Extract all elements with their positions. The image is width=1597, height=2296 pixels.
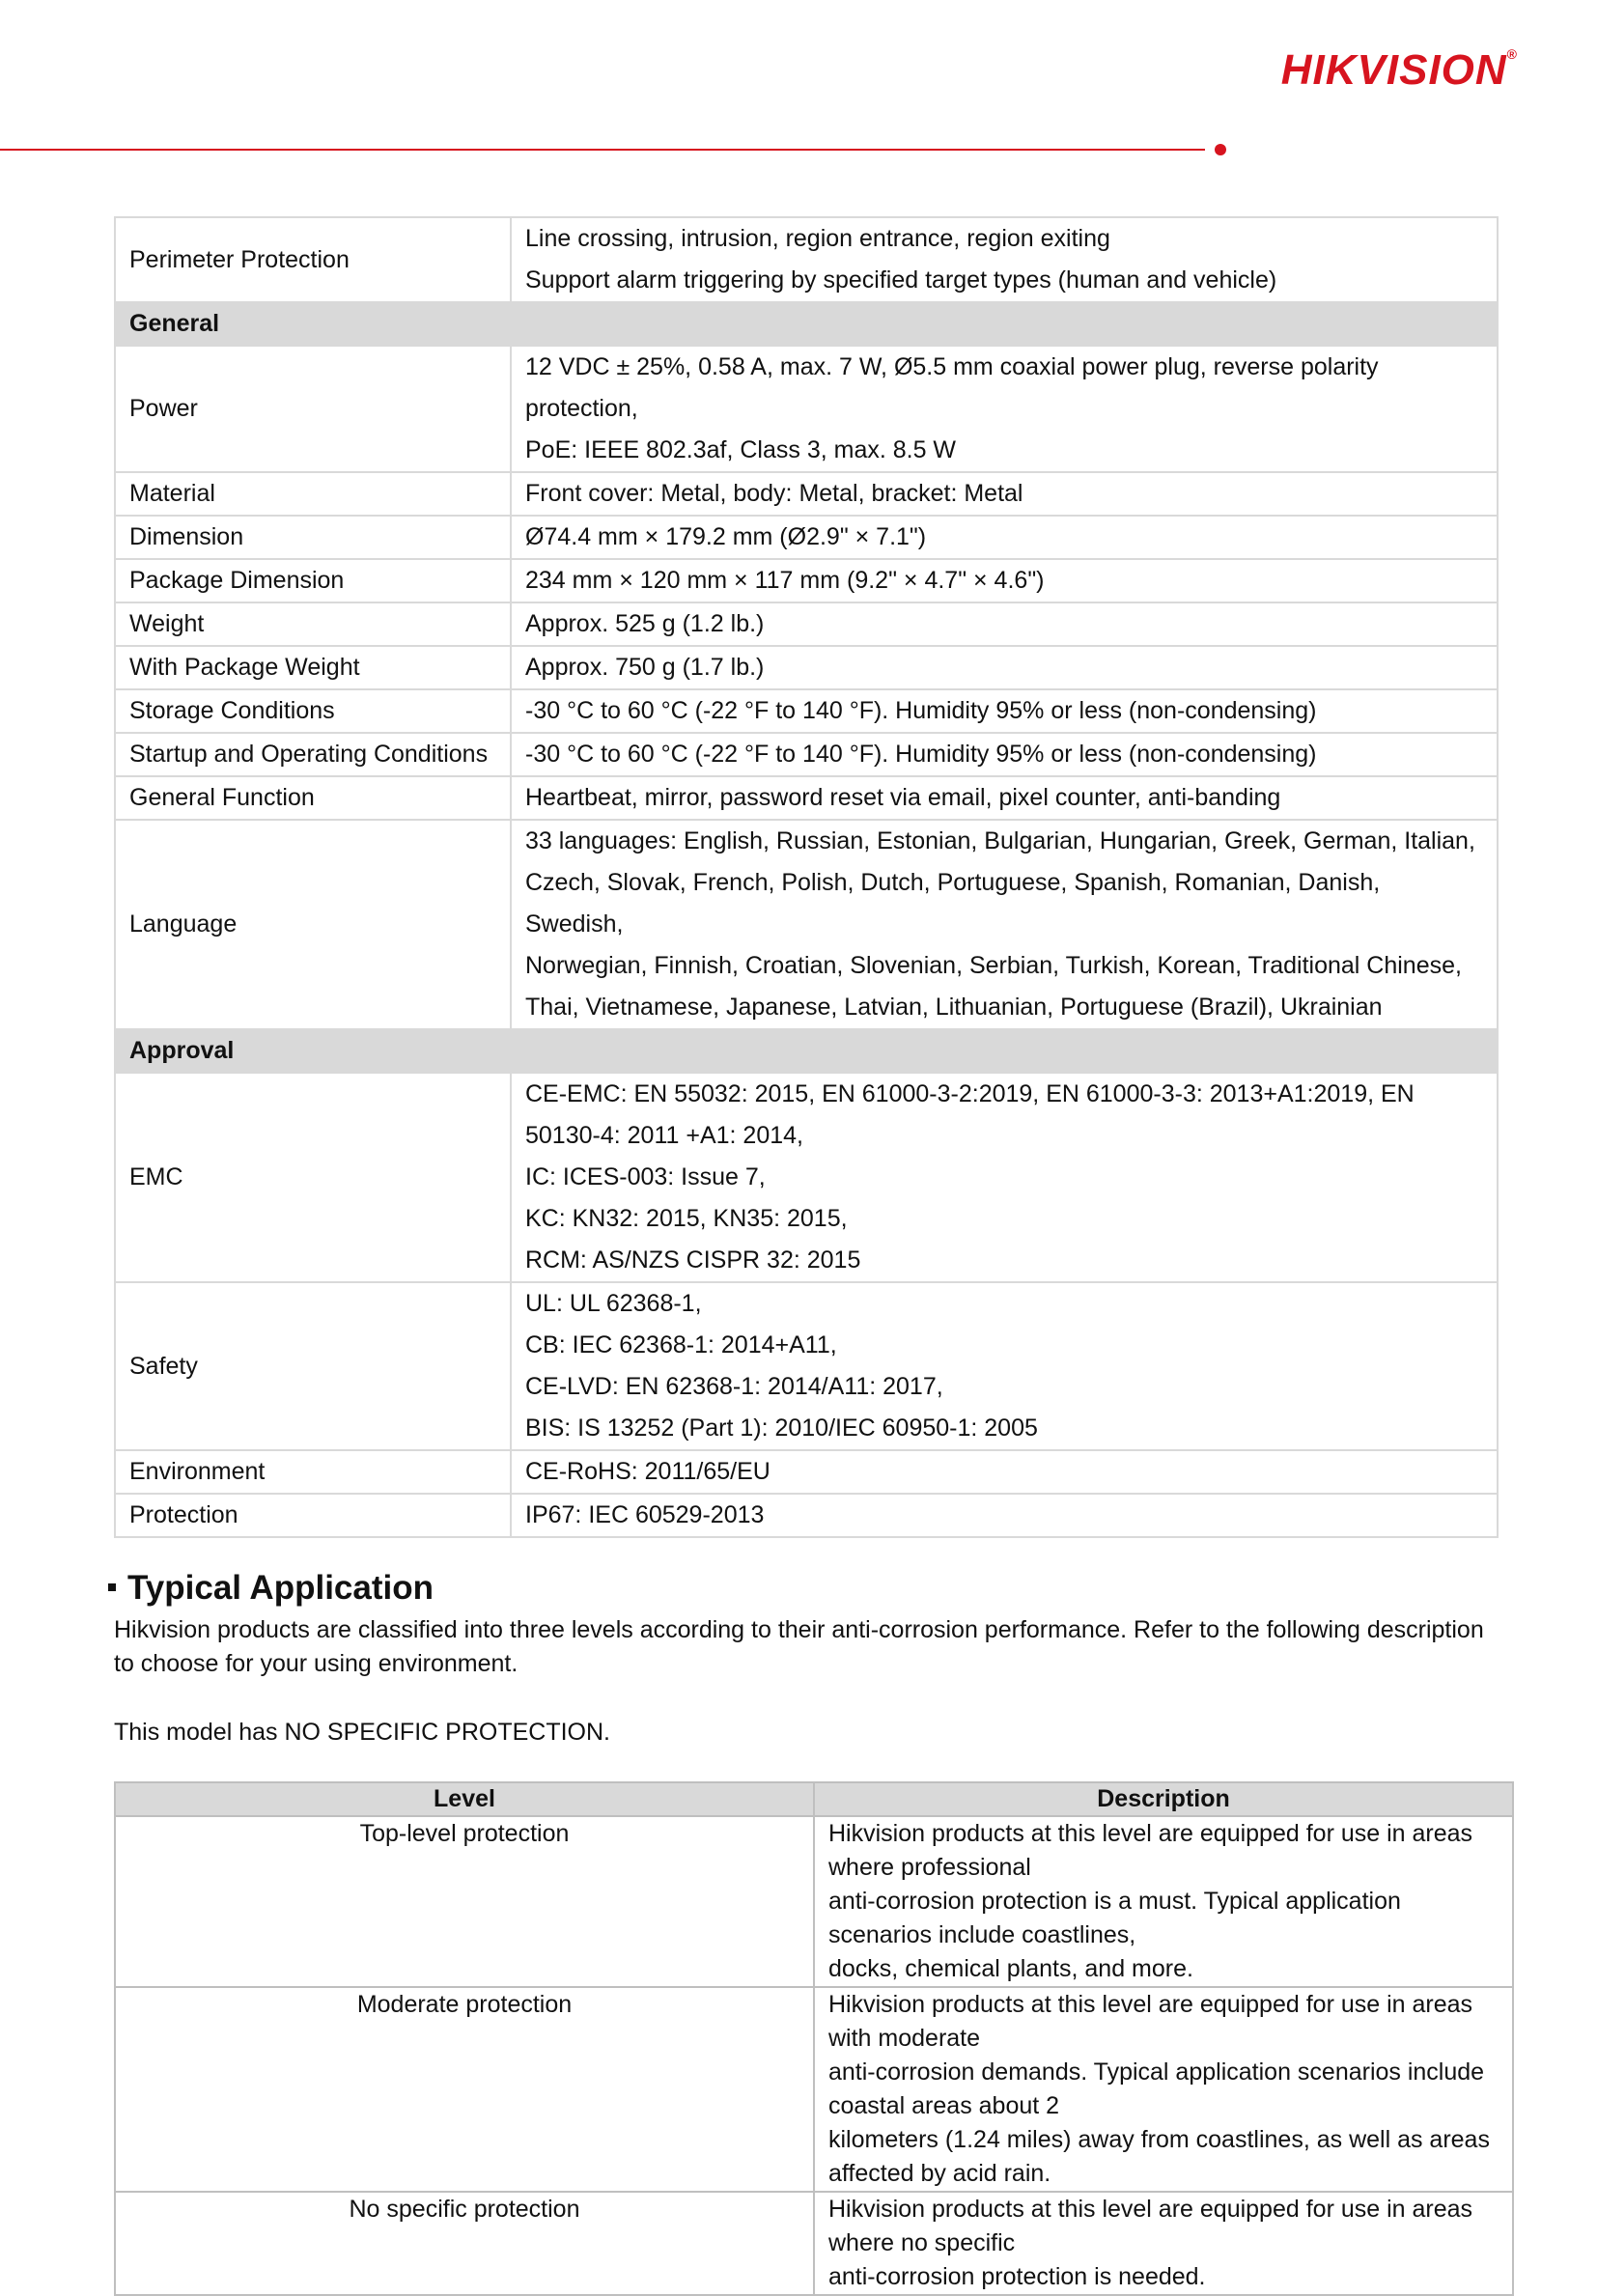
levels-header-row — [115, 1782, 1513, 1816]
spec-label: Startup and Operating Conditions — [115, 733, 511, 776]
level-description-line: kilometers (1.24 miles) away from coastlines, as well as areas affected by acid rain. — [828, 2126, 1490, 2187]
level-row — [115, 1987, 1513, 2192]
spec-label: Safety — [115, 1282, 511, 1450]
spec-label: Storage Conditions — [115, 689, 511, 733]
header-divider — [0, 149, 1205, 151]
spec-value — [511, 346, 1498, 472]
spec-value — [511, 776, 1498, 820]
spec-row — [115, 820, 1498, 1029]
spec-value — [511, 1073, 1498, 1282]
spec-value — [511, 689, 1498, 733]
spec-value — [511, 1494, 1498, 1537]
spec-label: Environment — [115, 1450, 511, 1494]
spec-value-line: Heartbeat, mirror, password reset via email, pixel counter, anti-banding — [525, 784, 1281, 811]
spec-row — [115, 1494, 1498, 1537]
spec-section-label: Approval — [115, 1029, 1498, 1073]
spec-value-line: Approx. 525 g (1.2 lb.) — [525, 610, 765, 637]
spec-row — [115, 217, 1498, 302]
model-protection-note: This model has NO SPECIFIC PROTECTION. — [114, 1719, 610, 1746]
spec-value — [511, 602, 1498, 646]
spec-value-line: -30 °C to 60 °C (-22 °F to 140 °F). Humidity 95% or less (non-condensing) — [525, 697, 1317, 724]
spec-value-line: 12 VDC ± 25%, 0.58 A, max. 7 W, Ø5.5 mm coaxial power plug, reverse polarity — [525, 353, 1379, 380]
spec-value — [511, 820, 1498, 1029]
spec-value-line: IP67: IEC 60529-2013 — [525, 1501, 765, 1528]
level-description-line: Hikvision products at this level are equipped for use in areas where no specific — [828, 2196, 1473, 2256]
spec-value-line: Approx. 750 g (1.7 lb.) — [525, 654, 765, 681]
level-name: No specific protection — [115, 2192, 814, 2295]
spec-value-line: UL: UL 62368-1, — [525, 1290, 702, 1317]
levels-header-level: Level — [115, 1782, 814, 1816]
spec-row — [115, 689, 1498, 733]
spec-label: Language — [115, 820, 511, 1029]
spec-value — [511, 472, 1498, 516]
spec-value — [511, 217, 1498, 302]
spec-label: Protection — [115, 1494, 511, 1537]
spec-value-line: -30 °C to 60 °C (-22 °F to 140 °F). Humidity 95% or less (non-condensing) — [525, 741, 1317, 768]
level-name: Moderate protection — [115, 1987, 814, 2192]
spec-label: Material — [115, 472, 511, 516]
spec-value-line: Front cover: Metal, body: Metal, bracket: Metal — [525, 480, 1023, 507]
level-row — [115, 1816, 1513, 1987]
spec-value-line: Line crossing, intrusion, region entrance, region exiting — [525, 225, 1110, 252]
spec-table — [114, 216, 1499, 1538]
spec-label: Package Dimension — [115, 559, 511, 602]
spec-row — [115, 346, 1498, 472]
spec-row — [115, 1073, 1498, 1282]
header-divider-dot — [1215, 144, 1226, 155]
spec-label: With Package Weight — [115, 646, 511, 689]
spec-label: Perimeter Protection — [115, 217, 511, 302]
spec-value-line: Norwegian, Finnish, Croatian, Slovenian, Serbian, Turkish, Korean, Traditional Chinese, — [525, 952, 1462, 979]
spec-row — [115, 646, 1498, 689]
spec-value-line: CE-RoHS: 2011/65/EU — [525, 1458, 770, 1485]
spec-value — [511, 1450, 1498, 1494]
spec-value-line: RCM: AS/NZS CISPR 32: 2015 — [525, 1246, 861, 1274]
typical-application-title: Typical Application — [127, 1569, 434, 1607]
spec-row — [115, 776, 1498, 820]
spec-value — [511, 516, 1498, 559]
level-description — [814, 2192, 1513, 2295]
level-description-line: anti-corrosion demands. Typical application scenarios include coastal areas about 2 — [828, 2058, 1485, 2119]
brand-logo-text: HIKVISION — [1280, 46, 1507, 94]
spec-value-line: 33 languages: English, Russian, Estonian, Bulgarian, Hungarian, Greek, German, Italian, — [525, 827, 1475, 854]
spec-value-line: Ø74.4 mm × 179.2 mm (Ø2.9" × 7.1") — [525, 523, 927, 550]
spec-value-line: CB: IEC 62368-1: 2014+A11, — [525, 1331, 837, 1358]
spec-row — [115, 602, 1498, 646]
spec-value — [511, 733, 1498, 776]
level-name: Top-level protection — [115, 1816, 814, 1987]
spec-row — [115, 559, 1498, 602]
spec-value-line: KC: KN32: 2015, KN35: 2015, — [525, 1205, 848, 1232]
spec-section-label: General — [115, 302, 1498, 346]
spec-table-body — [115, 217, 1498, 1537]
spec-value-line: Czech, Slovak, French, Polish, Dutch, Portuguese, Spanish, Romanian, Danish, Swedish, — [525, 869, 1381, 938]
spec-value-line: PoE: IEEE 802.3af, Class 3, max. 8.5 W — [525, 436, 957, 463]
level-description-line: anti-corrosion protection is needed. — [828, 2263, 1206, 2290]
spec-row — [115, 472, 1498, 516]
spec-value-line: CE-EMC: EN 55032: 2015, EN 61000-3-2:2019, EN 61000-3-3: 2013+A1:2019, EN — [525, 1080, 1415, 1107]
spec-value-line: Thai, Vietnamese, Japanese, Latvian, Lithuanian, Portuguese (Brazil), Ukrainian — [525, 994, 1383, 1021]
level-description-line: Hikvision products at this level are equipped for use in areas where professional — [828, 1820, 1473, 1881]
level-description-line: Hikvision products at this level are equipped for use in areas with moderate — [828, 1991, 1473, 2052]
spec-value-line: protection, — [525, 395, 638, 422]
spec-value — [511, 559, 1498, 602]
spec-value-line: BIS: IS 13252 (Part 1): 2010/IEC 60950-1: 2005 — [525, 1414, 1038, 1442]
level-description — [814, 1987, 1513, 2192]
brand-logo — [1281, 46, 1518, 95]
typical-application-intro: Hikvision products are classified into three levels according to their anti-corrosion performance. Refer to the following description to choose for your using environment. — [114, 1616, 1484, 1677]
spec-value-line: IC: ICES-003: Issue 7, — [525, 1163, 766, 1190]
spec-row — [115, 1450, 1498, 1494]
levels-table-body — [115, 1816, 1513, 2295]
level-description-line: anti-corrosion protection is a must. Typical application scenarios include coastlines, — [828, 1888, 1401, 1948]
spec-label: Dimension — [115, 516, 511, 559]
spec-row — [115, 733, 1498, 776]
bullet-icon — [108, 1583, 116, 1591]
typical-application-heading — [108, 1569, 434, 1608]
spec-value-line: Support alarm triggering by specified target types (human and vehicle) — [525, 266, 1277, 294]
level-row — [115, 2192, 1513, 2295]
spec-value-line: 234 mm × 120 mm × 117 mm (9.2" × 4.7" × 4.6") — [525, 567, 1045, 594]
spec-label: Weight — [115, 602, 511, 646]
spec-label: Power — [115, 346, 511, 472]
registered-mark: ® — [1506, 46, 1518, 62]
level-description-line: docks, chemical plants, and more. — [828, 1955, 1193, 1982]
spec-row — [115, 516, 1498, 559]
spec-value-line: CE-LVD: EN 62368-1: 2014/A11: 2017, — [525, 1373, 943, 1400]
spec-value — [511, 1282, 1498, 1450]
spec-value-line: 50130-4: 2011 +A1: 2014, — [525, 1122, 803, 1149]
spec-section-row — [115, 1029, 1498, 1073]
spec-label: General Function — [115, 776, 511, 820]
protection-levels-table — [114, 1781, 1514, 2296]
spec-section-row — [115, 302, 1498, 346]
spec-label: EMC — [115, 1073, 511, 1282]
spec-row — [115, 1282, 1498, 1450]
level-description — [814, 1816, 1513, 1987]
levels-header-description: Description — [814, 1782, 1513, 1816]
spec-value — [511, 646, 1498, 689]
